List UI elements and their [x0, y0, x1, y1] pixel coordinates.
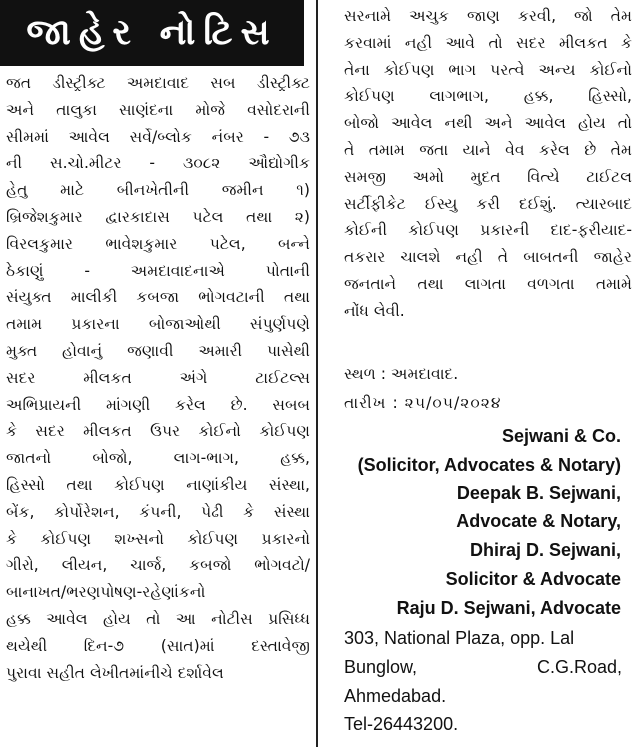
notice-line: ગીરો, લીયન, ચાર્જ, કબજો ભોગવટો/	[6, 556, 310, 575]
firm-description: (Solicitor, Advocates & Notary)	[357, 455, 621, 475]
notice-line: અને તાલુકા સાણંદના મોજે વસોદરાની	[6, 100, 310, 119]
column-divider	[316, 0, 318, 747]
address-locality: Bunglow,	[344, 657, 418, 677]
notice-line: હક્ક આવેલ હોય તો આ નોટીસ પ્રસિધ્ધ	[6, 609, 310, 628]
notice-line: સરનામે અચુક જાણ કરવી, જો તેમ	[344, 7, 632, 25]
date-line: તારીખ : ૨૫/૦૫/૨૦૨૪	[344, 394, 502, 412]
notice-line: પુરાવા સહીત લેખીતમાંનીચે દર્શાવેલ	[6, 663, 224, 682]
left-column	[0, 0, 316, 747]
notice-line: કોઈની કોઈપણ પ્રકારની દાદ-ફરીયાદ-	[344, 221, 632, 240]
notice-line: જત ડીસ્ટ્રીક્ટ અમદાવાદ સબ ડીસ્ટ્રીક્ટ	[6, 74, 310, 92]
notice-line: ઠેકાણું - અમદાવાદનાએ પોતાની	[6, 261, 310, 280]
address-line-2	[344, 657, 632, 678]
notice-line: સદર મીલકત અંગે ટાઈટલ્સ	[6, 368, 310, 387]
notice-line: બ્રિજેશકુમાર દ્વારકાદાસ પટેલ તથા ૨)	[6, 207, 310, 226]
notice-line: ની સ.ચો.મીટર - ૩૦૮૨ ઔદ્યોગીક	[6, 154, 310, 173]
notice-line: સીમમાં આવેલ સર્વે/બ્લોક નંબર - ૭૩	[6, 127, 310, 146]
notice-line: જાતનો બોજો, લાગ-ભાગ, હક્ક,	[6, 449, 310, 468]
notice-line: બોજો આવેલ નથી અને આવેલ હોય તો	[344, 114, 632, 133]
right-column	[324, 0, 635, 747]
signatory-role-2: Solicitor & Advocate	[445, 569, 621, 589]
notice-line: મુક્ત હોવાનું જણાવી અમારી પાસેથી	[6, 341, 310, 360]
notice-line: બેંક, કોર્પોરેશન, કંપની, પેઢી કે સંસ્થા	[6, 502, 310, 521]
address-city: Ahmedabad.	[344, 686, 447, 706]
notice-line: વિરલકુમાર ભાવેશકુમાર પટેલ, બન્ને	[6, 234, 310, 253]
notice-line: સંયુક્ત માલીકી કબજા ભોગવટાની તથા	[6, 288, 310, 307]
notice-body-left	[6, 70, 310, 686]
notice-line: જનતાને તથા લાગતા વળગતા તમામે	[344, 274, 632, 293]
notice-line: કે કોઈપણ શખ્સનો કોઈપણ પ્રકારનો	[6, 529, 310, 548]
notice-line: તે તમામ જતા યાને વેવ કરેલ છે તેમ	[344, 140, 632, 159]
notice-body-right	[344, 3, 632, 325]
notice-line: કોઈપણ લાગભાગ, હક્ક, હિસ્સો,	[344, 87, 632, 106]
notice-line: સમજી અમો મુદત વિત્યે ટાઈટલ	[344, 167, 632, 186]
notice-line: તમામ પ્રકારના બોજાઓથી સંપુર્ણપણે	[6, 315, 310, 334]
notice-line: તકરાર ચાલશે નહી તે બાબતની જાહેર	[344, 248, 632, 267]
signatory-role-1: Advocate & Notary,	[456, 511, 621, 531]
notice-line: હેતુ માટે બીનખેતીની જમીન ૧)	[6, 181, 310, 200]
notice-line: સર્ટીફીકેટ ઈસ્યુ કરી દઈશું. ત્યારબાદ	[344, 194, 632, 213]
notice-line: કે સદર મીલકત ઉપર કોઈનો કોઈપણ	[6, 422, 310, 441]
address-line-1: 303, National Plaza, opp. Lal	[344, 628, 575, 648]
notice-line: થયેથી દિન-૭ (સાત)માં દસ્તાવેજી	[6, 636, 310, 655]
notice-title: જાહેર નોટિસ	[0, 0, 304, 66]
notice-line: અભિપ્રાયની માંગણી કરેલ છે. સબબ	[6, 395, 310, 414]
signatory-name-2: Dhiraj D. Sejwani,	[469, 540, 621, 560]
address-road: C.G.Road,	[536, 657, 622, 677]
phone-number: Tel-26443200.	[344, 714, 459, 734]
notice-line: નોંધ લેવી.	[344, 301, 405, 320]
firm-name: Sejwani & Co.	[501, 426, 621, 446]
notice-line: તેના કોઈપણ ભાગ પરત્વે અન્ય કોઈનો	[344, 60, 632, 79]
signatory-name-1: Deepak B. Sejwani,	[456, 483, 621, 503]
signatory-name-3: Raju D. Sejwani, Advocate	[396, 598, 621, 618]
notice-line: બાનાખત/ભરણપોષણ-રહેણાંકનો	[6, 583, 206, 602]
place-line: સ્થળ : અમદાવાદ.	[344, 365, 459, 383]
notice-line: કરવામાં નહી આવે તો સદર મીલકત કે	[344, 33, 632, 52]
notice-line: હિસ્સો તથા કોઈપણ નાણાંકીય સંસ્થા,	[6, 475, 310, 494]
